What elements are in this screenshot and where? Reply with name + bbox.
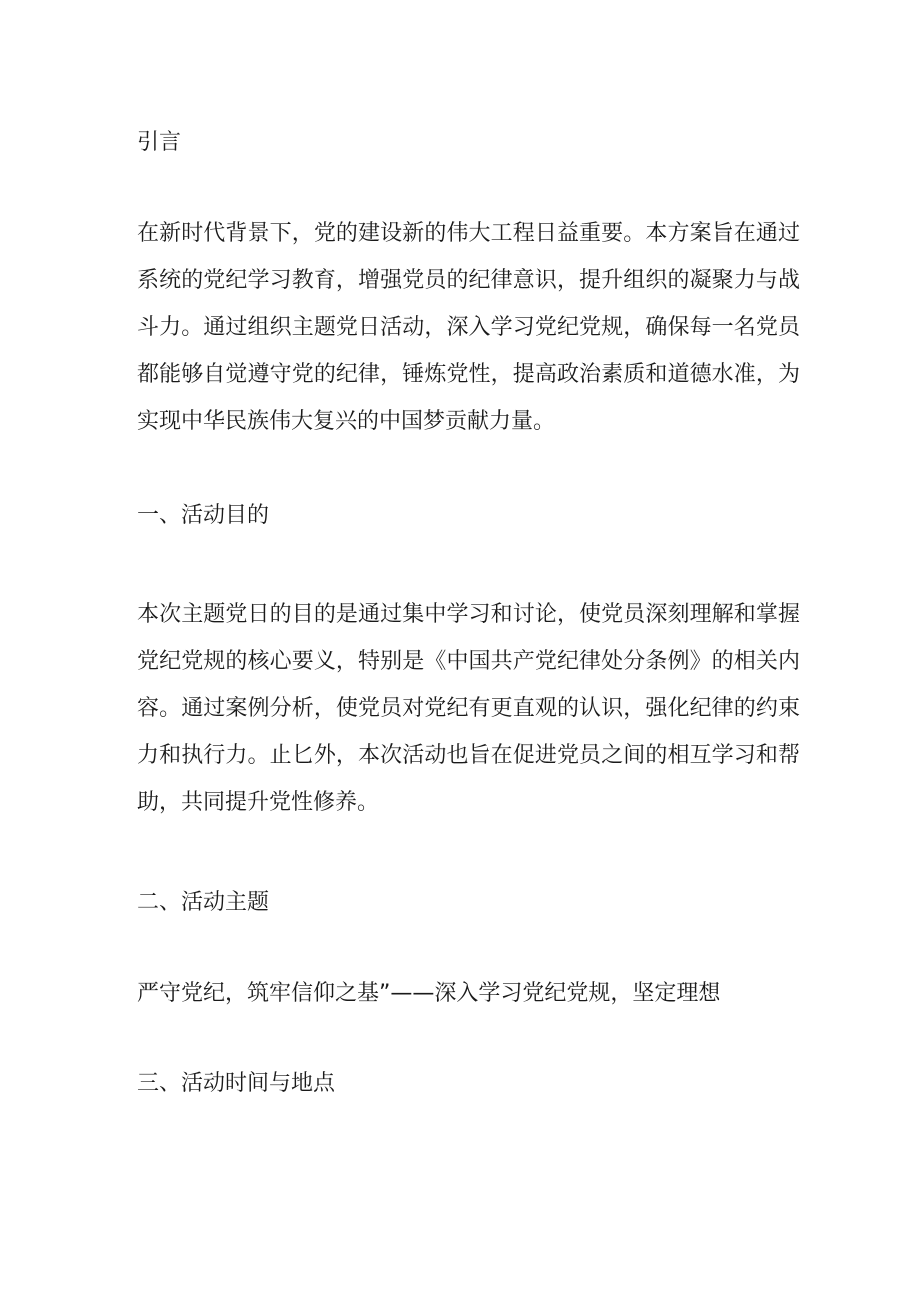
purpose-heading: 一、活动目的 (137, 503, 270, 528)
intro-paragraph: 在新时代背景下，党的建设新的伟大工程日益重要。本方案旨在通过系统的党纪学习教育，增强党员的纪律意识，提升组织的凝聚力与战斗力。通过组织主题党日活动，深入学习党纪党规，确保每一名党员都能够自觉遵守党的纪律，锤炼党性，提高政治素质和道德水准，为实现中华民族伟大复兴的中国梦贡献力量。 (137, 221, 800, 434)
purpose-paragraph: 本次主题党日的目的是通过集中学习和讨论，使党员深刻理解和掌握党纪党规的核心要义，特别是《中国共产党纪律处分条例》的相关内容。通过案例分析，使党员对党纪有更直观的认识，强化纪律的约束力和执行力。止匕外，本次活动也旨在促进党员之间的相互学习和帮助，共同提升党性修养。 (137, 602, 800, 815)
theme-heading: 二、活动主题 (137, 890, 270, 915)
time-location-heading: 三、活动时间与地点 (137, 1071, 336, 1096)
intro-heading: 引言 (137, 130, 182, 155)
theme-text: 严守党纪，筑牢信仰之基”——深入学习党纪党规，坚定理想 (137, 981, 721, 1006)
